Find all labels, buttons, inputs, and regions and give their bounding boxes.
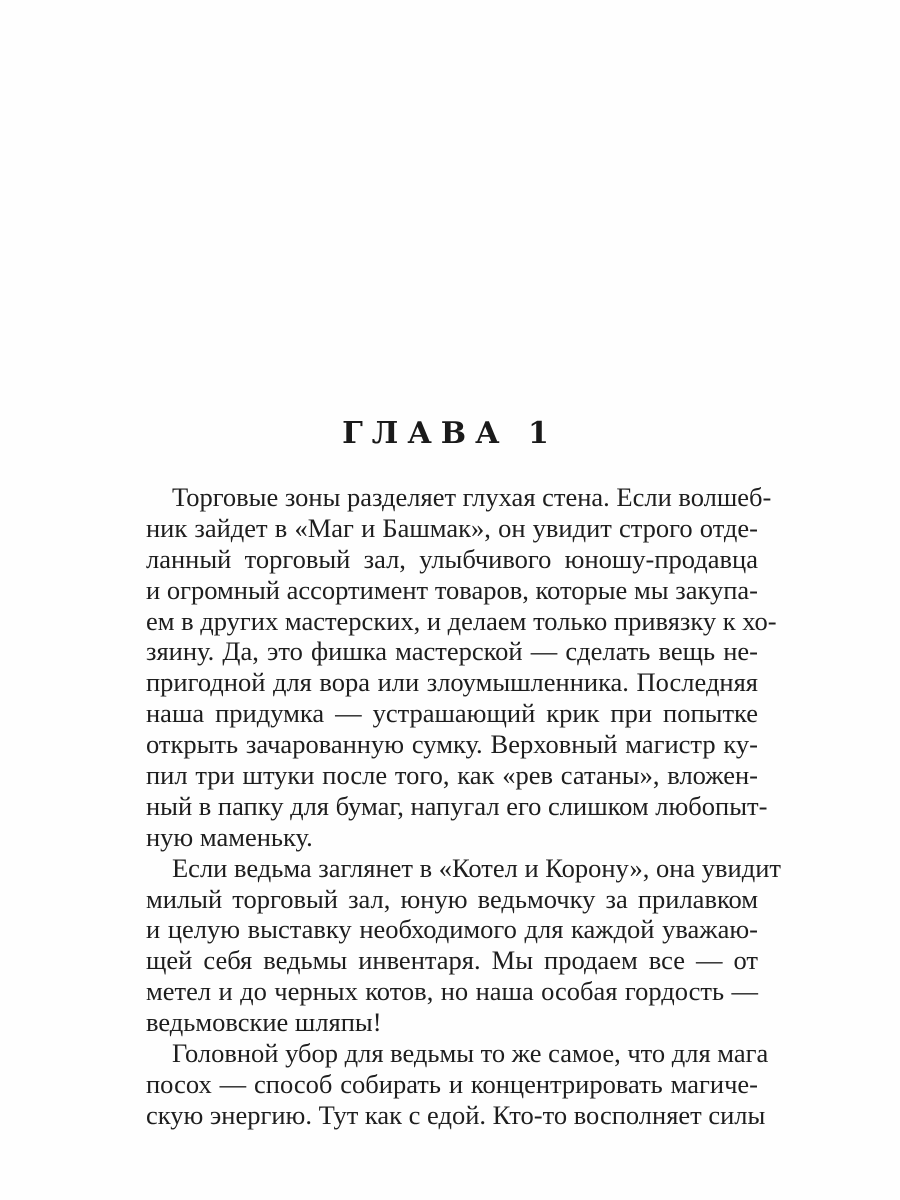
text-line: Головной убор для ведьмы то же самое, что для мага xyxy=(172,1038,769,1069)
text-line: ный в папку для бумаг, напугал его слишком любопыт- xyxy=(146,790,768,821)
chapter-body xyxy=(146,482,781,1131)
text-line: ем в других мастерских, и делаем только привязку к хо- xyxy=(146,605,777,636)
text-line: щей себя ведьмы инвентаря. Мы продаем все — от xyxy=(146,945,758,976)
text-line: открыть зачарованную сумку. Верховный магистр ку- xyxy=(146,729,758,760)
text-line: и огромный ассортимент товаров, которые мы закупа- xyxy=(146,574,758,605)
text-line: скую энергию. Тут как с едой. Кто-то восполняет силы xyxy=(146,1099,766,1130)
text-line: милый торговый зал, юную ведьмочку за прилавком xyxy=(146,883,758,914)
text-line: посох — способ собирать и концентрировать магиче- xyxy=(146,1068,758,1099)
text-line: ланный торговый зал, улыбчивого юношу-продавца xyxy=(146,543,758,574)
text-line: ник зайдет в «Маг и Башмак», он увидит строго отде- xyxy=(146,512,758,543)
text-line: метел и до черных котов, но наша особая гордость — xyxy=(146,976,758,1007)
text-line: пригодной для вора или злоумышленника. Последняя xyxy=(146,667,758,698)
text-line: Если ведьма заглянет в «Котел и Корону», она увидит xyxy=(172,852,781,883)
text-line: зяину. Да, это фишка мастерской — сделать вещь не- xyxy=(146,636,758,667)
text-line: пил три штуки после того, как «рев сатаны», вложен- xyxy=(146,760,758,791)
text-line: наша придумка — устрашающий крик при попытке xyxy=(146,698,758,729)
chapter-title: ГЛАВА 1 xyxy=(342,416,558,451)
text-line: ную маменьку. xyxy=(146,821,313,852)
text-line: ведьмовские шляпы! xyxy=(146,1007,382,1038)
text-line: Торговые зоны разделяет глухая стена. Если волшеб- xyxy=(172,482,772,512)
text-line: и целую выставку необходимого для каждой уважаю- xyxy=(146,914,758,945)
